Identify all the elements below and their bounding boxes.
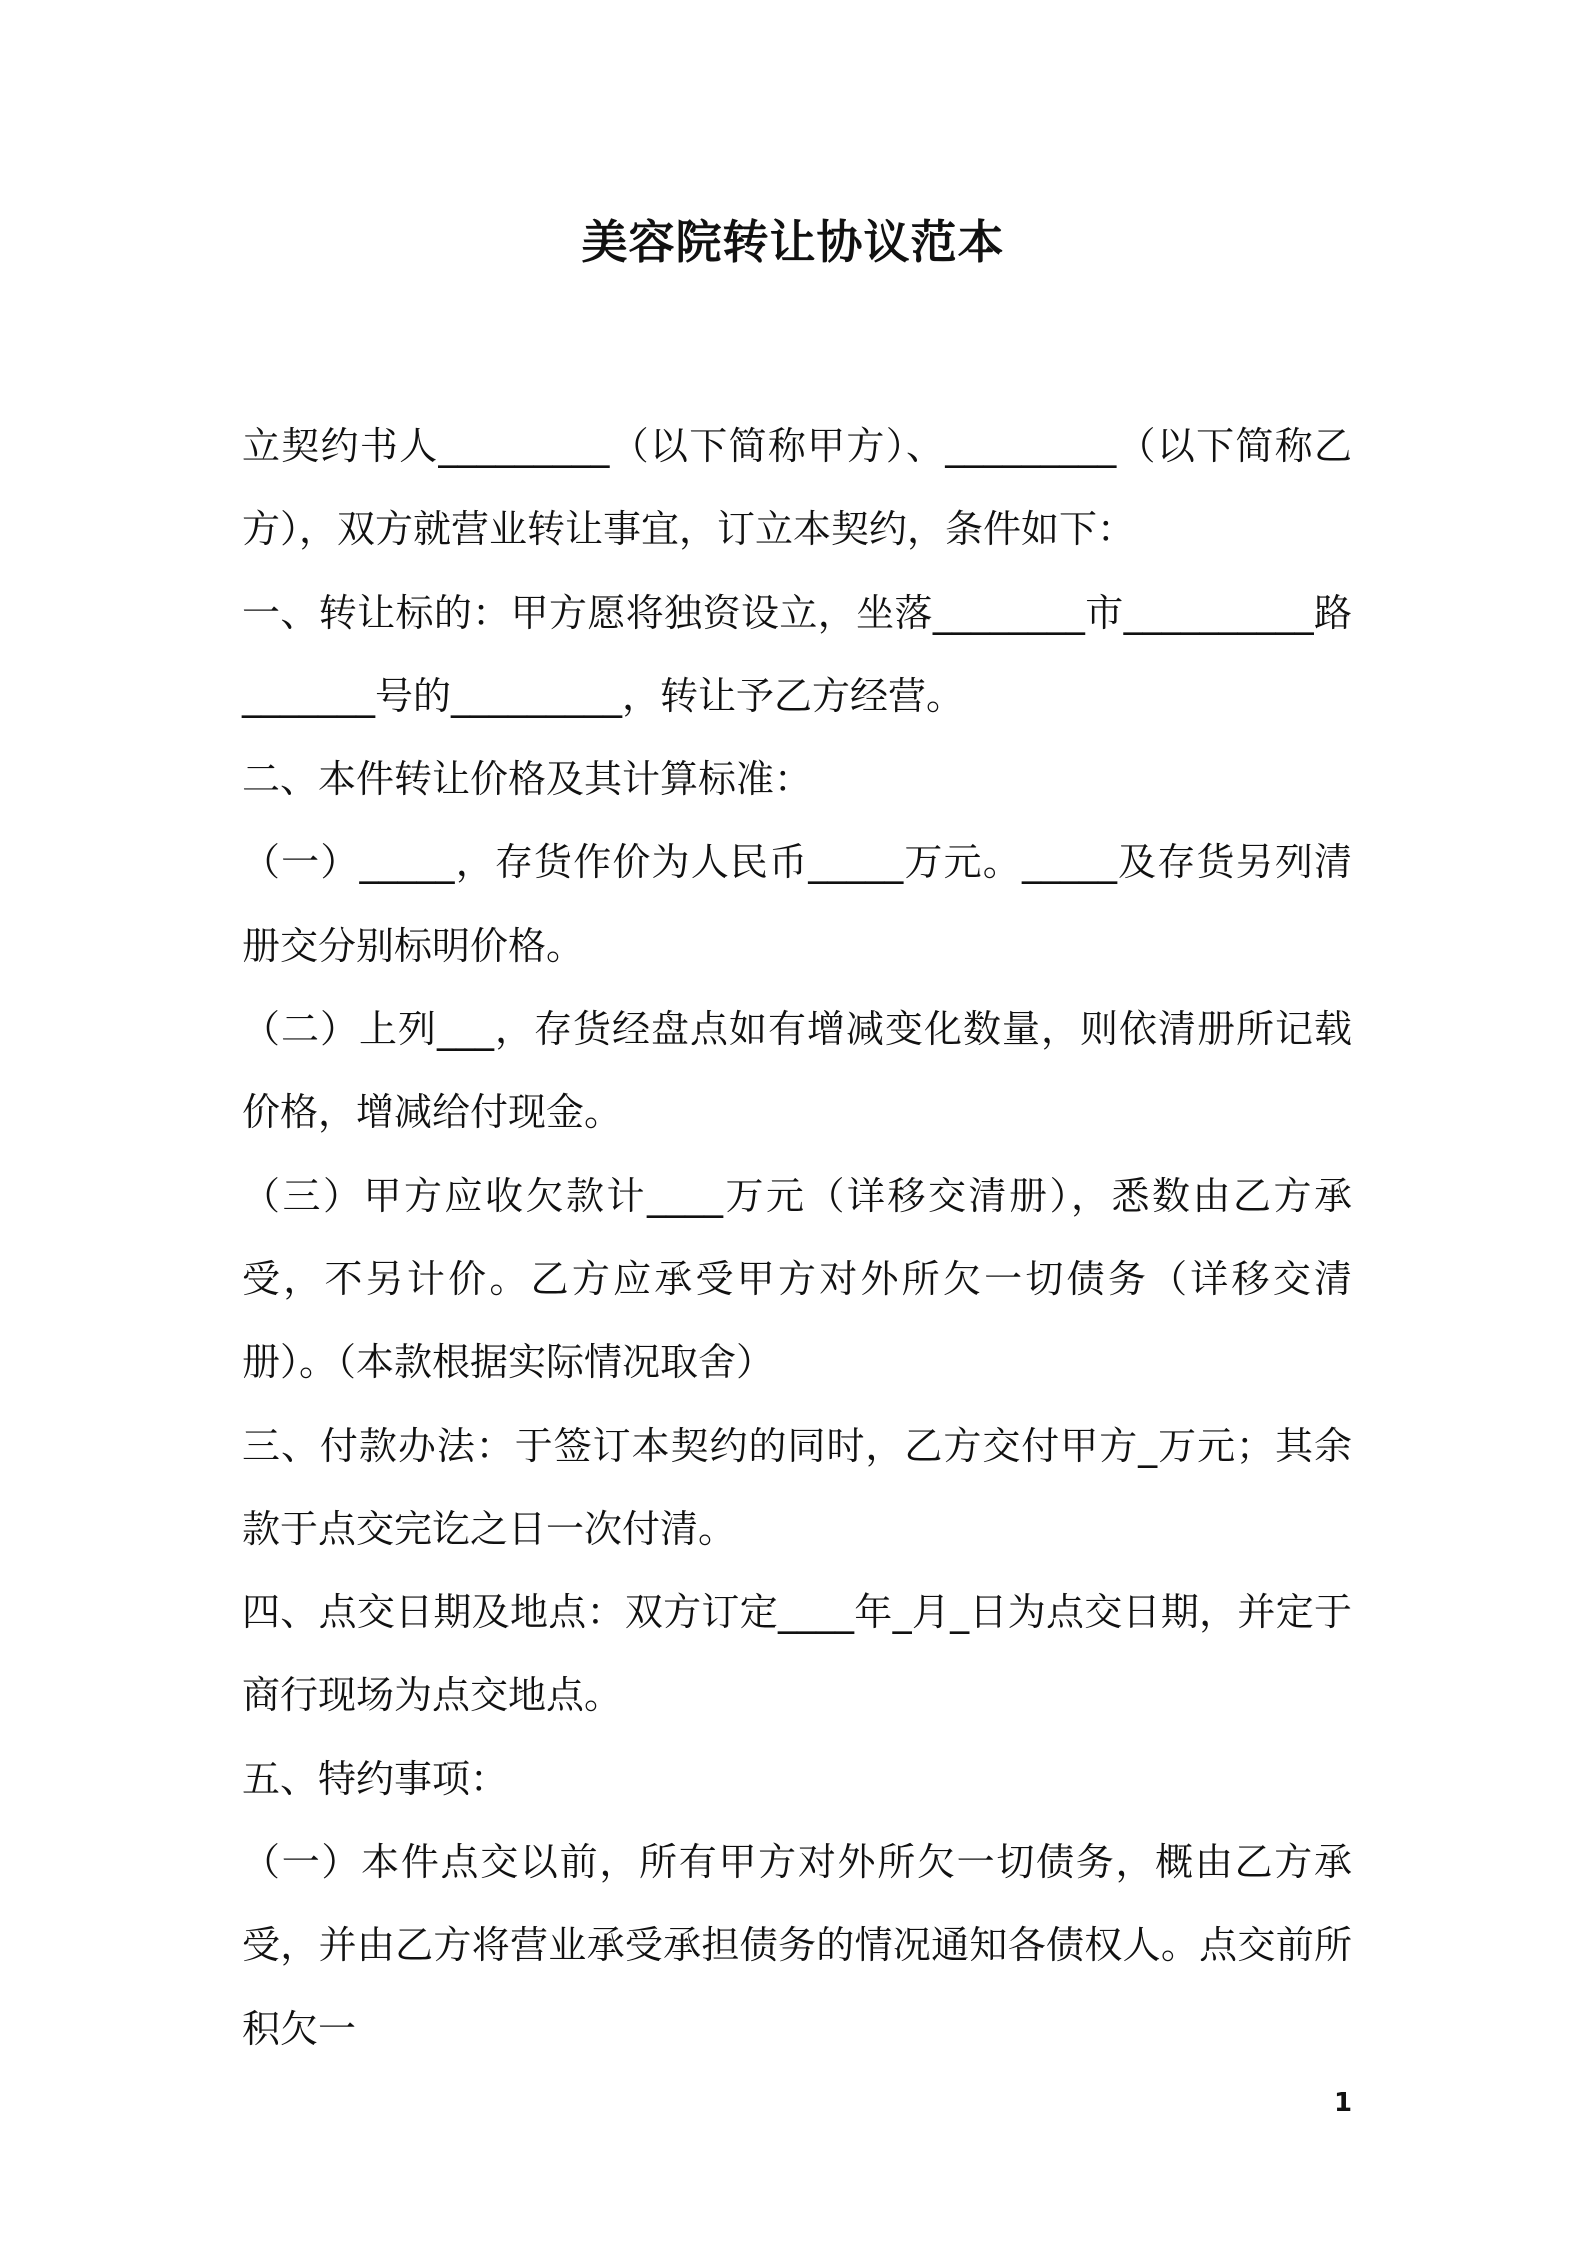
document-body [242, 405, 1352, 2071]
paragraph-article-5: 五、特约事项： [242, 1756, 509, 1801]
page-number: 1 [1334, 2088, 1353, 2118]
paragraph-article-2-item-2: （二）上列___，存货经盘点如有增减变化数量，则依清册所记载价格，增减给付现金。 [242, 1007, 1352, 1135]
paragraph-article-4: 四、点交日期及地点：双方订定____年_月_日为点交日期，并定于商行现场为点交地点。 [242, 1590, 1352, 1718]
document-title: 美容院转让协议范本 [581, 215, 1005, 269]
paragraph-article-2-item-1: （一）_____，存货作价为人民币_____万元。_____及存货另列清册交分别标明价格。 [242, 840, 1352, 968]
paragraph-article-5-item-1: （一）本件点交以前，所有甲方对外所欠一切债务，概由乙方承受，并由乙方将营业承受承担债务的情况通知各债权人。点交前所积欠一 [242, 1840, 1352, 2051]
paragraph-article-2-item-3: （三）甲方应收欠款计____万元（详移交清册），悉数由乙方承受，不另计价。乙方应承受甲方对外所欠一切债务（详移交清册）。（本款根据实际情况取舍） [242, 1173, 1352, 1385]
paragraph-article-1: 一、转让标的：甲方愿将独资设立，坐落________市__________路_______号的_________，转让予乙方经营。 [242, 590, 1352, 718]
paragraph-preamble: 立契约书人_________（以下简称甲方）、_________（以下简称乙方），双方就营业转让事宜，订立本契约，条件如下： [242, 424, 1352, 552]
paragraph-article-2: 二、本件转让价格及其计算标准： [242, 757, 813, 802]
paragraph-article-3: 三、付款办法：于签订本契约的同时，乙方交付甲方_万元；其余款于点交完讫之日一次付清。 [242, 1423, 1352, 1551]
